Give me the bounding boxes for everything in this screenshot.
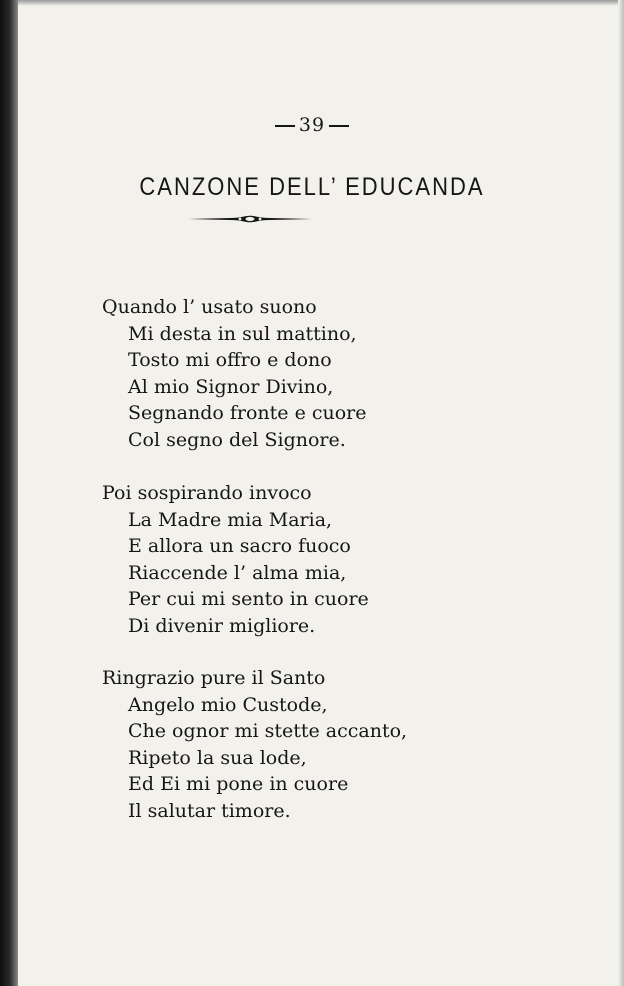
verse-line: Segnando fronte e cuore — [128, 402, 367, 424]
page-top-edge — [18, 0, 624, 6]
page-number-value: 39 — [298, 114, 326, 136]
verse-line: Di divenir migliore. — [128, 614, 316, 637]
page-number-dash-right — [329, 125, 349, 127]
verse-line: Angelo mio Custode, — [128, 693, 328, 716]
stanza-1 — [102, 294, 367, 453]
verse-line: Ed Ei mi pone in cuore — [128, 773, 349, 795]
verse-line: E allora un sacro fuoco — [128, 535, 351, 557]
book-binding-edge — [0, 0, 18, 986]
verse-line: Al mio Signor Divino, — [128, 375, 334, 398]
page-number — [0, 114, 624, 136]
verse-line: La Madre mia Maria, — [128, 508, 333, 531]
verse-line: Ripeto la sua lode, — [128, 746, 307, 769]
verse-line: Ringrazio pure il Santo — [102, 667, 326, 689]
verse-line: Il salutar timore. — [128, 799, 291, 822]
page-number-dash-left — [275, 125, 295, 127]
verse-line: Riaccende l’ alma mia, — [128, 561, 347, 584]
verse-line: Col segno del Signore. — [128, 428, 346, 451]
page-right-edge — [618, 0, 624, 986]
poem-title: CANZONE DELL’ EDUCANDA — [139, 172, 485, 201]
verse-line: Che ognor mi stette accanto, — [128, 720, 408, 742]
verse-line: Quando l’ usato suono — [102, 296, 317, 318]
verse-line: Tosto mi offro e dono — [128, 349, 332, 371]
verse-line: Poi sospirando invoco — [102, 482, 312, 504]
title-ornament-divider — [186, 212, 314, 226]
stanza-2 — [102, 480, 369, 639]
verse-line: Mi desta in sul mattino, — [128, 322, 357, 345]
stanza-3 — [102, 665, 407, 824]
verse-line: Per cui mi sento in cuore — [128, 588, 369, 610]
